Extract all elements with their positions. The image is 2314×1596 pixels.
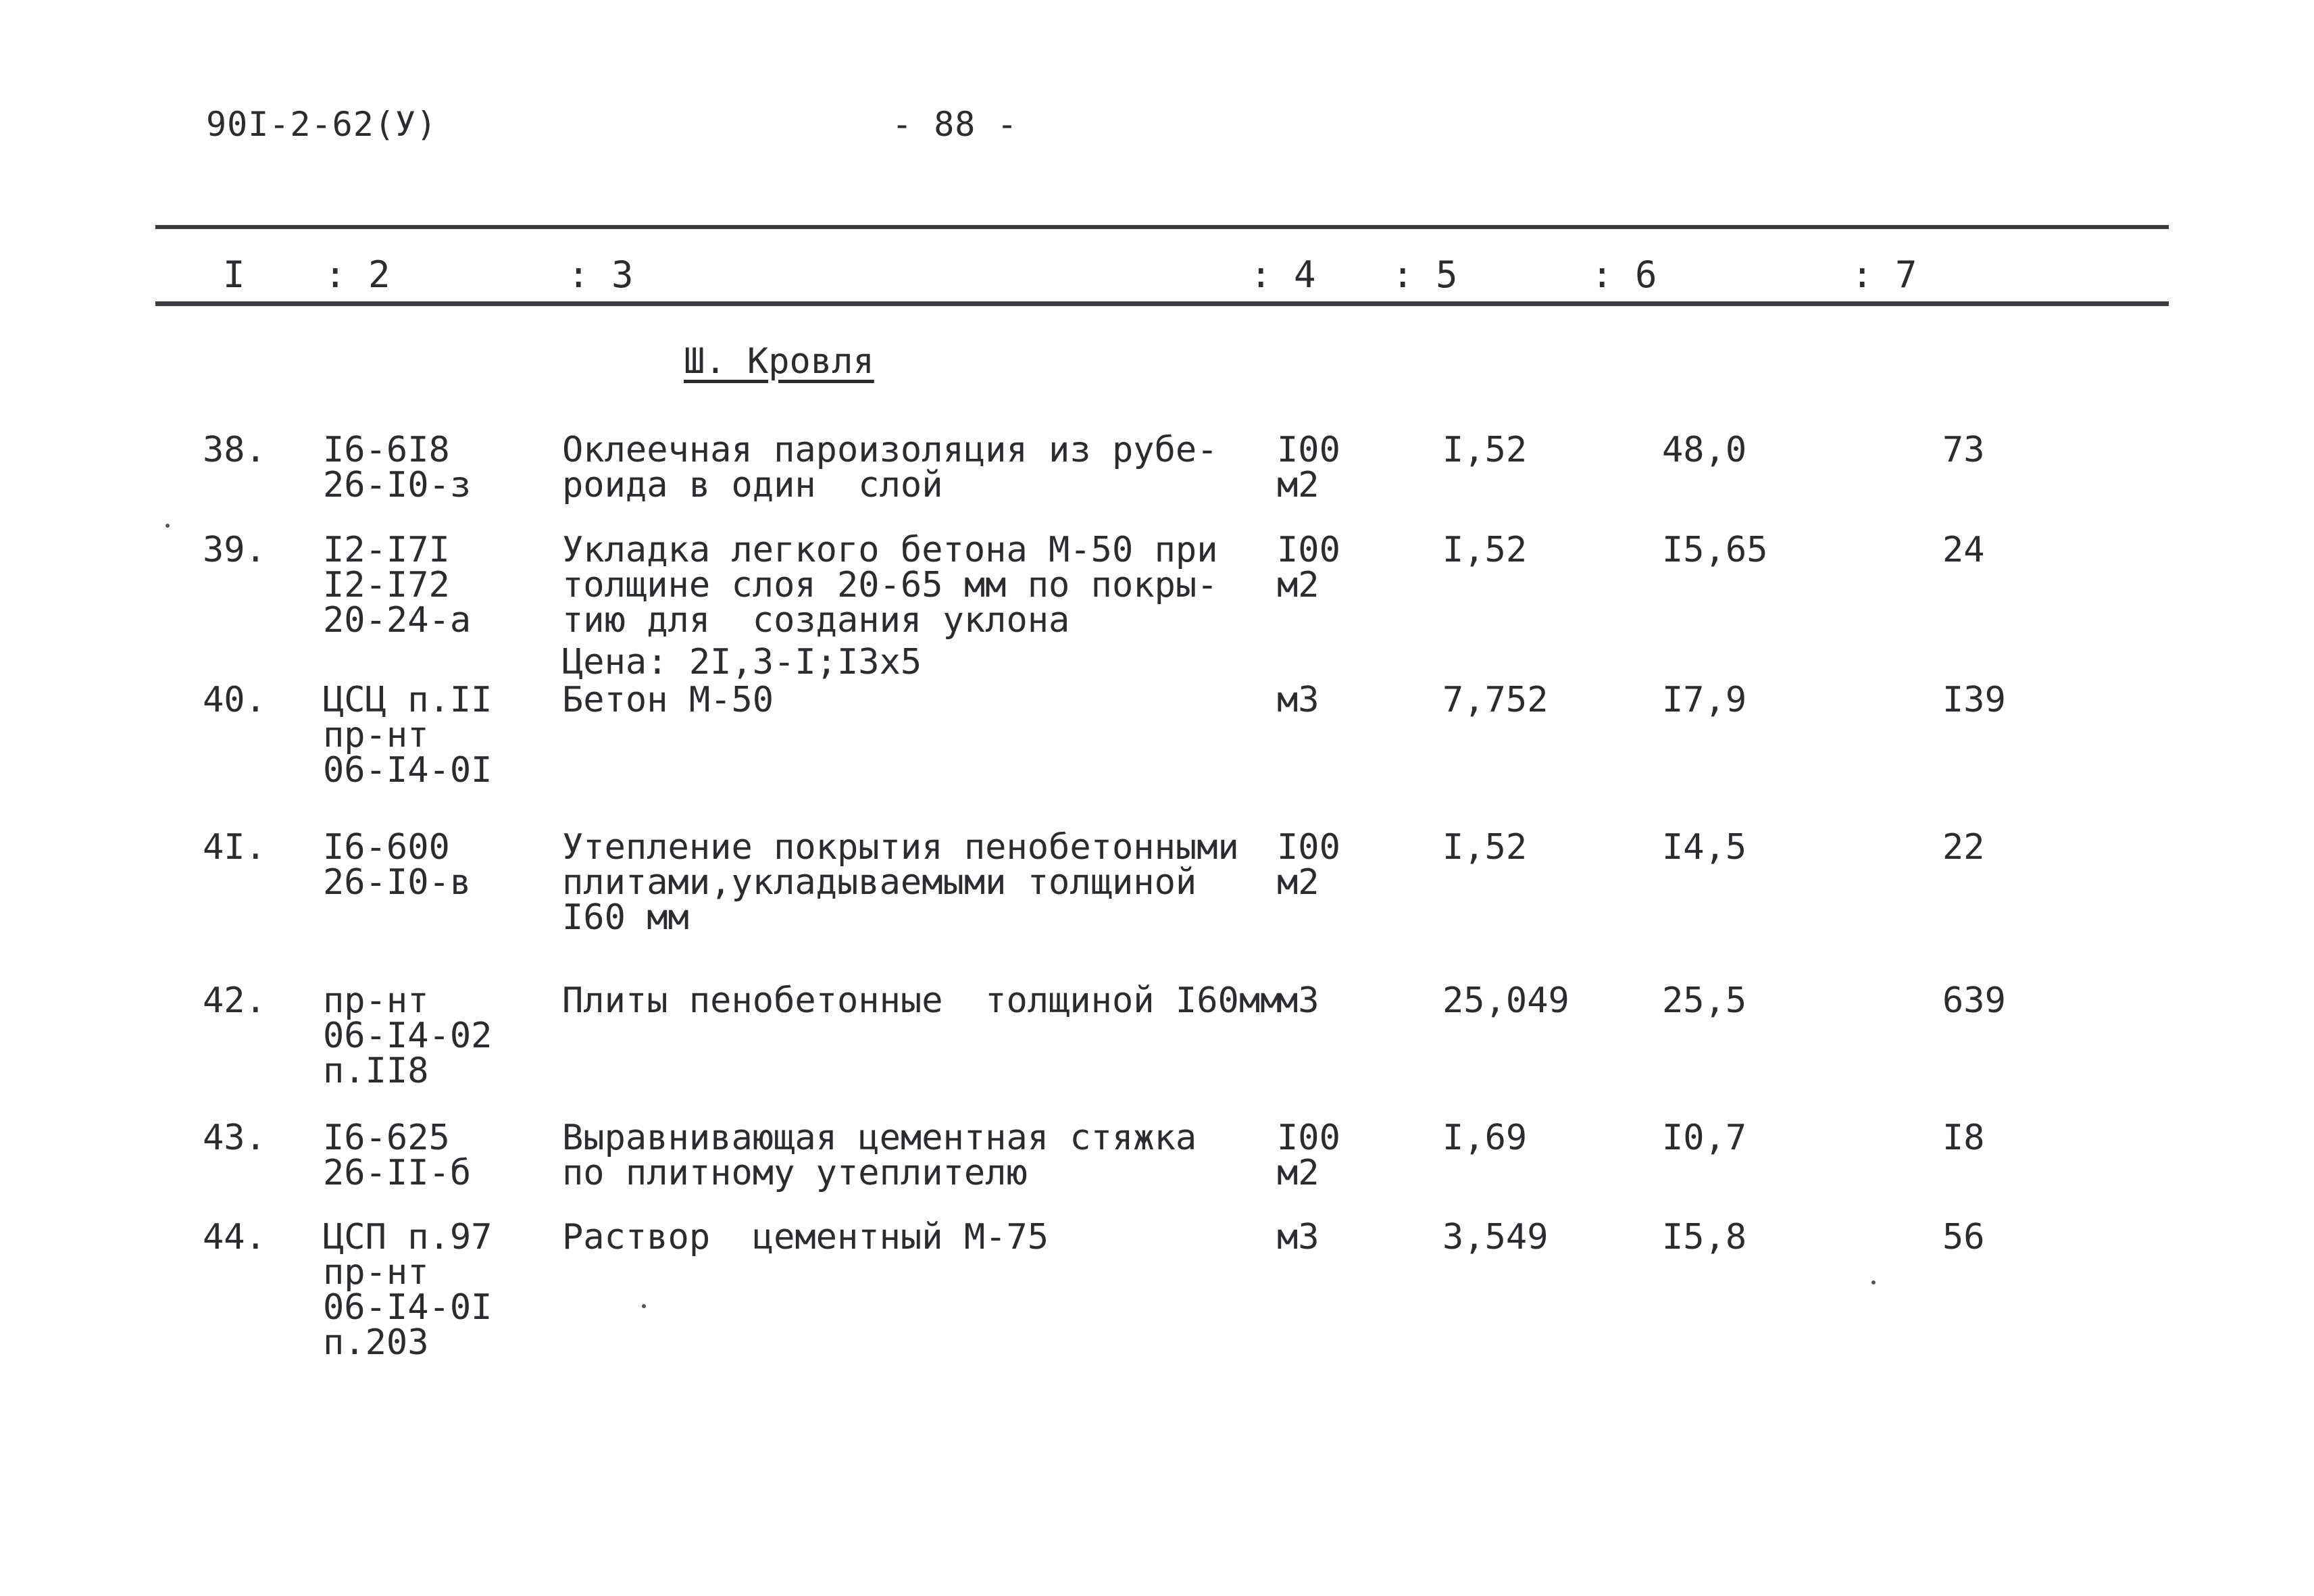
work-description-line: по плитному утеплителю [562, 1153, 1028, 1193]
row-number: 42. [203, 980, 266, 1021]
quantity: 3,549 [1442, 1217, 1549, 1257]
unit-of-measure [1277, 1120, 1340, 1191]
norm-code [323, 827, 472, 903]
work-description-line: толщине слоя 20-65 мм по покры- [562, 565, 1218, 605]
section-title: Ш. Кровля [684, 341, 874, 382]
work-description [562, 827, 1239, 938]
total-cost: 56 [1942, 1217, 1985, 1257]
unit-price: I5,8 [1662, 1217, 1747, 1257]
norm-code [323, 432, 471, 503]
unit-of-measure-line: м3 [1277, 1217, 1319, 1257]
scan-speck [642, 1304, 646, 1308]
norm-code-line: пр-нт [323, 715, 429, 755]
quantity: I,52 [1442, 430, 1528, 470]
row-number: 40. [203, 680, 266, 720]
unit-of-measure-line: м2 [1277, 465, 1319, 505]
work-description-line: Цена: 2I,3-I;I3х5 [562, 642, 922, 682]
norm-code-line: п.II8 [323, 1051, 429, 1091]
unit-of-measure-line: I00 [1277, 1118, 1340, 1158]
row-number: 43. [203, 1118, 266, 1158]
column-number-5: : 5 [1392, 253, 1458, 296]
quantity: I,52 [1442, 530, 1528, 570]
norm-code-line: I2-I72 [323, 565, 450, 605]
norm-code [323, 530, 472, 641]
norm-code [323, 1217, 493, 1363]
unit-of-measure-line: м3 [1277, 980, 1319, 1021]
work-description-line: Укладка легкого бетона М-50 при [562, 530, 1218, 570]
norm-code-line: ЦСЦ п.II [323, 680, 493, 720]
unit-of-measure [1277, 682, 1319, 718]
document-code: 90I-2-62(У) [206, 105, 438, 144]
quantity: I,52 [1442, 827, 1528, 868]
total-cost: I39 [1942, 680, 2006, 720]
norm-code-line: I2-I7I [323, 530, 450, 570]
unit-of-measure-line: I00 [1277, 827, 1340, 868]
quantity: 7,752 [1442, 680, 1549, 720]
unit-price: I0,7 [1662, 1118, 1747, 1158]
unit-of-measure [1277, 827, 1340, 903]
unit-of-measure-line: м2 [1277, 1153, 1319, 1193]
norm-code-line: 26-I0-в [323, 862, 472, 903]
work-description-line: Утепление покрытия пенобетонными [562, 827, 1239, 868]
work-description [562, 980, 1282, 1021]
norm-code-line: 20-24-а [323, 600, 472, 641]
unit-price: I4,5 [1662, 827, 1747, 868]
quantity: 25,049 [1442, 980, 1569, 1021]
total-cost: I8 [1942, 1118, 1985, 1158]
norm-code [323, 980, 493, 1091]
work-description-line: Бетон М-50 [562, 680, 774, 720]
work-description [562, 432, 1218, 503]
row-number: 4I. [203, 827, 266, 868]
work-description [562, 682, 774, 718]
work-description-line: роида в один слой [562, 465, 943, 505]
row-number: 44. [203, 1217, 266, 1257]
column-number-6: : 6 [1591, 253, 1657, 296]
norm-code-line: п.203 [323, 1322, 429, 1363]
work-description-line: Плиты пенобетонные толщиной I60мм [562, 980, 1282, 1021]
norm-code-line: пр-нт [323, 980, 429, 1021]
work-description-line: тию для создания уклона [562, 600, 1070, 641]
work-description-line: Выравнивающая цементная стяжка [562, 1118, 1197, 1158]
column-number-2: : 2 [324, 253, 391, 296]
work-description-line: I60 мм [562, 897, 689, 938]
work-description-line: Оклеечная пароизоляция из рубе- [562, 430, 1218, 470]
unit-of-measure-line: I00 [1277, 430, 1340, 470]
total-cost: 24 [1942, 530, 1985, 570]
quantity: I,69 [1442, 1118, 1528, 1158]
column-number-7: : 7 [1851, 253, 1917, 296]
unit-price: I5,65 [1662, 530, 1768, 570]
row-number: 38. [203, 430, 266, 470]
unit-of-measure [1277, 980, 1319, 1021]
work-description [562, 532, 1218, 680]
norm-code-line: 26-II-б [323, 1153, 472, 1193]
total-cost: 22 [1942, 827, 1985, 868]
norm-code [323, 680, 493, 791]
work-description [562, 1217, 1049, 1257]
table-header-rule [155, 301, 2169, 306]
norm-code-line: 26-I0-з [323, 465, 472, 505]
unit-of-measure [1277, 1217, 1319, 1257]
unit-of-measure-line: I00 [1277, 530, 1340, 570]
row-number: 39. [203, 530, 266, 570]
norm-code-line: 06-I4-02 [323, 1016, 493, 1056]
total-cost: 73 [1942, 430, 1985, 470]
total-cost: 639 [1942, 980, 2006, 1021]
column-number-4: : 4 [1250, 253, 1316, 296]
work-description [562, 1120, 1197, 1191]
scan-speck [166, 524, 170, 528]
work-description-line: Раствор цементный М-75 [562, 1217, 1049, 1257]
norm-code-line: I6-625 [323, 1118, 450, 1158]
unit-of-measure [1277, 532, 1340, 603]
unit-of-measure-line: м3 [1277, 680, 1319, 720]
unit-price: I7,9 [1662, 680, 1747, 720]
norm-code [323, 1120, 471, 1191]
norm-code-line: I6-600 [323, 827, 450, 868]
norm-code-line: I6-6I8 [323, 430, 450, 470]
norm-code-line: ЦСП п.97 [323, 1217, 493, 1257]
table-top-rule [155, 225, 2169, 229]
norm-code-line: 06-I4-0I [323, 750, 493, 791]
unit-of-measure-line: м2 [1277, 862, 1319, 903]
unit-price: 48,0 [1662, 430, 1747, 470]
column-number-1: I [223, 253, 245, 296]
unit-of-measure-line: м2 [1277, 565, 1319, 605]
scan-speck [1871, 1280, 1876, 1285]
work-description-line: плитами,укладываемыми толщиной [562, 862, 1197, 903]
norm-code-line: 06-I4-0I [323, 1287, 493, 1328]
unit-price: 25,5 [1662, 980, 1747, 1021]
unit-of-measure [1277, 432, 1340, 503]
norm-code-line: пр-нт [323, 1252, 429, 1293]
page-number: - 88 - [892, 105, 1018, 144]
column-number-3: : 3 [568, 253, 634, 296]
